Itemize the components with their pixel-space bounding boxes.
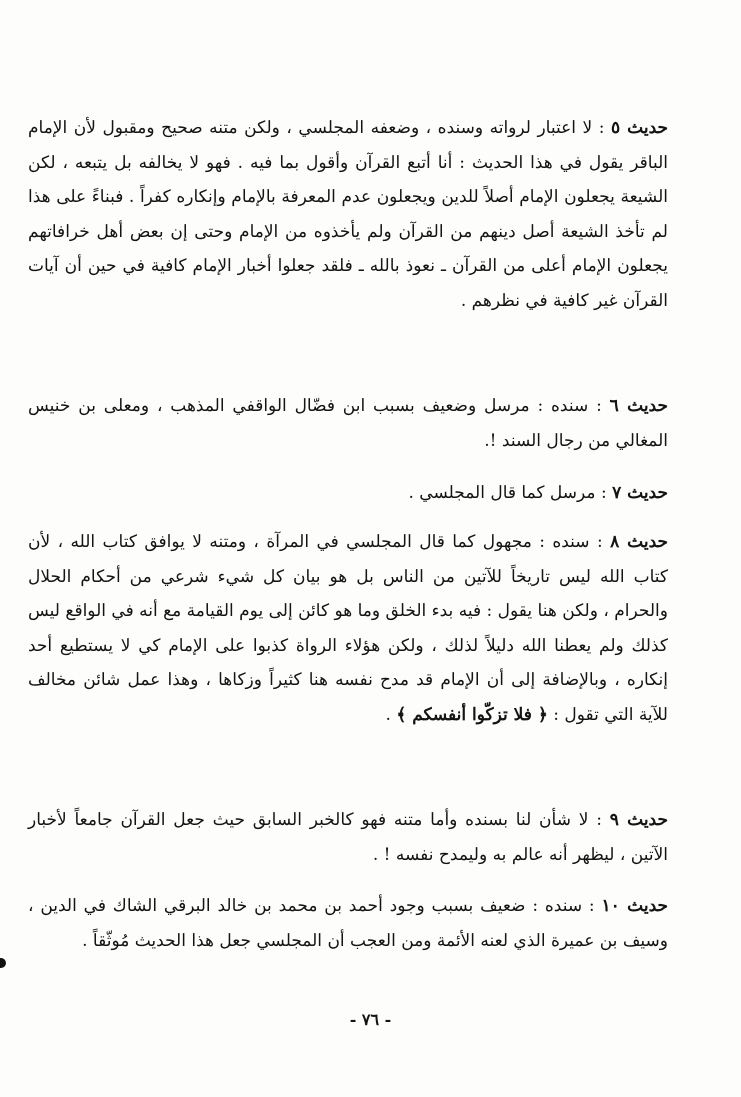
quran-verse-quote: ﴿ فلا تزكّوا أنفسكم ﴾ [396, 704, 548, 725]
hadith-10-paragraph [28, 889, 668, 958]
hadith-6-label: حديث ٦ [609, 396, 668, 416]
hadith-5-text: : لا اعتبار لرواته وسنده ، وضعفه المجلسي ، ولكن متنه صحيح ومقبول لأن الإمام الباقر يقول في هذا الحديث : أنا أتبع القرآن وأقول بما فيه . فهو لا يخالفه بل يتبعه ، لكن الشيعة يجعلون الإمام أصلاً للدين ويجعلون عدم المعرفة بالإمام وإنكاره كفراً . فبناءً على هذا لم تأخذ الشيعة أصل دينهم من القرآن ولم يأخذوه من الإمام وحتى إن بعض أهل خرافاتهم يجعلون الإمام أعلى من القرآن ـ نعوذ بالله ـ فلقد جعلوا أخبار الإمام كافية في حين أن آيات القرآن غير كافية في نظرهم . [28, 118, 668, 311]
hadith-9-label: حديث ٩ [609, 810, 668, 830]
page-number: - ٧٦ - [349, 1010, 392, 1029]
hadith-8-paragraph [28, 525, 668, 732]
hadith-7-text: : مرسل كما قال المجلسي . [408, 483, 613, 503]
scan-edge-mark [0, 958, 6, 968]
hadith-7-label: حديث ٧ [612, 483, 668, 503]
hadith-7-paragraph [28, 476, 668, 511]
hadith-9-paragraph [28, 803, 668, 872]
hadith-8-text: : سنده : مجهول كما قال المجلسي في المرآة ، ومتنه لا يوافق كتاب الله ، لأن كتاب الله ليس تاريخاً للآتين من الناس بل هو بيان كل شيء شرعي من أحكام الحلال والحرام ، ولكن هنا يقول : فيه بدء الخلق وما هو كائن إلى يوم القيامة مع أنه في الواقع ليس كذلك ولم يعطنا الله دليلاً لذلك ، ولكن هؤلاء الرواة كذبوا على الإمام كي لا يستطيع أحد إنكاره ، وبالإضافة إلى أن الإمام قد مدح نفسه هنا كثيراً وزكاها ، وهذا عمل شائن مخالف للآية التي تقول : [28, 532, 668, 725]
hadith-10-label: حديث ١٠ [601, 896, 668, 916]
hadith-6-text: : سنده : مرسل وضعيف بسبب ابن فضّال الواقفي المذهب ، ومعلى بن خنيس المغالي من رجال السند !. [28, 396, 668, 451]
hadith-9-text: : لا شأن لنا بسنده وأما متنه فهو كالخبر السابق حيث جعل القرآن جامعاً لأخبار الآتين ، ليظهر أنه عالم به وليمدح نفسه ! . [28, 810, 668, 865]
hadith-8-tail: . [385, 704, 397, 725]
hadith-6-paragraph [28, 389, 668, 458]
hadith-8-label: حديث ٨ [610, 532, 669, 552]
hadith-10-text: : سنده : ضعيف بسبب وجود أحمد بن محمد بن خالد البرقي الشاك في الدين ، وسيف بن عميرة الذي لعنه الأئمة ومن العجب أن المجلسي جعل هذا الحديث مُوثّقاً . [28, 896, 668, 951]
hadith-5-paragraph [28, 111, 668, 318]
hadith-5-label: حديث ٥ [610, 118, 668, 138]
